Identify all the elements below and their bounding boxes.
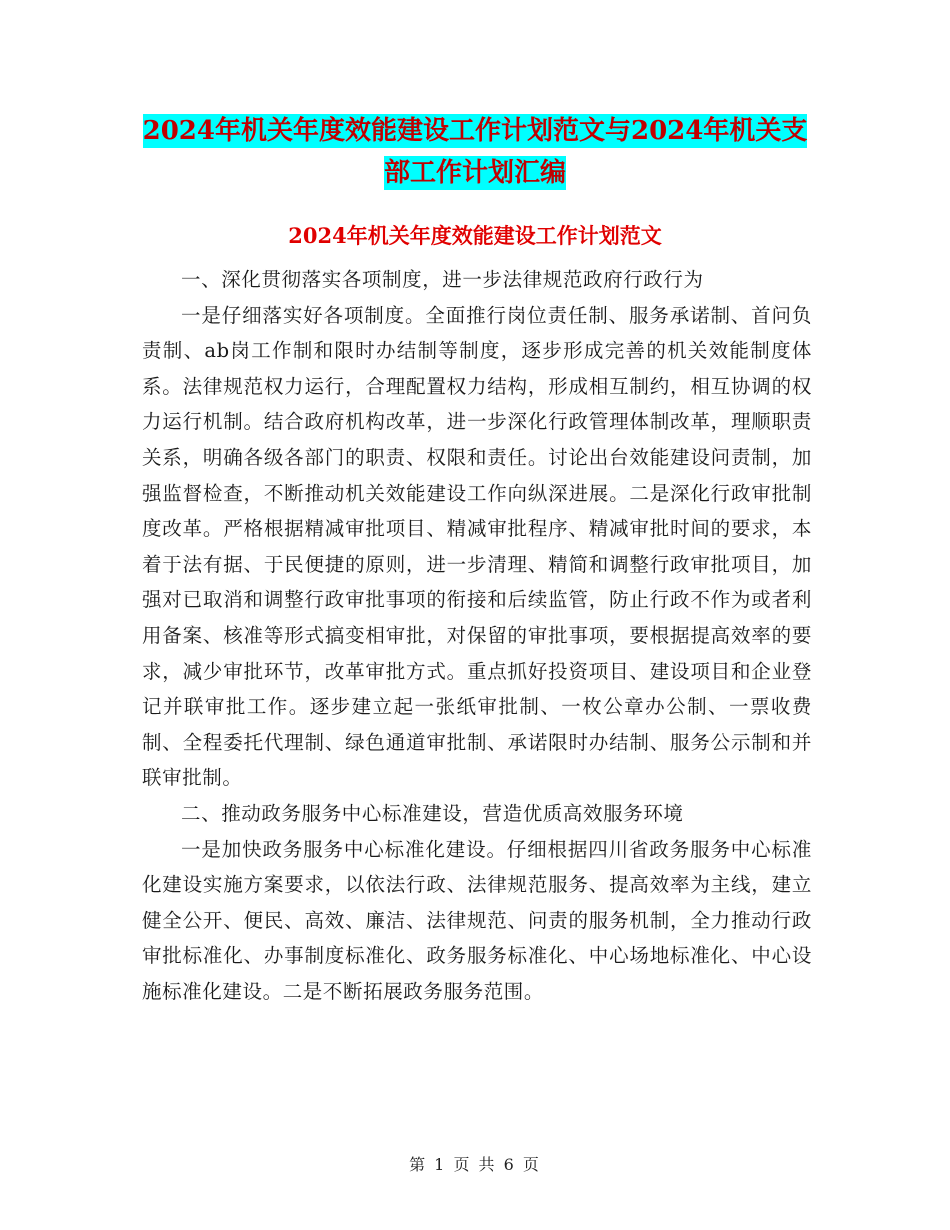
document-title [140,110,810,194]
heading-section-1: 一、深化贯彻落实各项制度，进一步法律规范政府行政行为 [181,268,704,291]
section-subtitle: 2024年机关年度效能建设工作计划范文 [288,223,662,248]
body-paragraph: 一是加快政务服务中心标准化建设。仔细根据四川省政务服务中心标准化建设实施方案要求，以依法行政、法律规范服务、提高效率为主线，建立健全公开、便民、高效、廉洁、法律规范、问责的服务机制，全力推动行政审批标准化、办事制度标准化、政务服务标准化、中心场地标准化、中心设施标准化建设。二是不断拓展政务服务范围。 [142,837,812,1003]
document-body [142,262,812,1009]
title-highlight: 2024年机关年度效能建设工作计划范文与2024年机关支部工作计划汇编 [142,116,808,188]
heading-section-2: 二、推动政务服务中心标准建设，营造优质高效服务环境 [181,801,684,825]
page-number-footer: 第 1 页 共 6 页 [409,1155,541,1174]
body-paragraph: 一是仔细落实好各项制度。全面推行岗位责任制、服务承诺制、首问负责制、ab岗工作制和限时办结制等制度，逐步形成完善的机关效能制度体系。法律规范权力运行，合理配置权力结构，形成相互制约，相互协调的权力运行机制。结合政府机构改革，进一步深化行政管理体制改革，理顺职责关系，明确各级各部门的职责、权限和责任。讨论出台效能建设问责制，加强监督检查，不断推动机关效能建设工作向纵深进展。二是深化行政审批制度改革。严格根据精减审批项目、精减审批程序、精减审批时间的要求，本着于法有据、于民便捷的原则，进一步清理、精简和调整行政审批项目，加强对已取消和调整行政审批事项的衔接和后续监管，防止行政不作为或者利用备案、核准等形式搞变相审批，对保留的审批事项，要根据提高效率的要求，减少审批环节，改革审批方式。重点抓好投资项目、建设项目和企业登记并联审批工作。逐步建立起一张纸审批制、一枚公章办公制、一票收费制、全程委托代理制、绿色通道审批制、承诺限时办结制、服务公示制和并联审批制。 [142,303,812,790]
